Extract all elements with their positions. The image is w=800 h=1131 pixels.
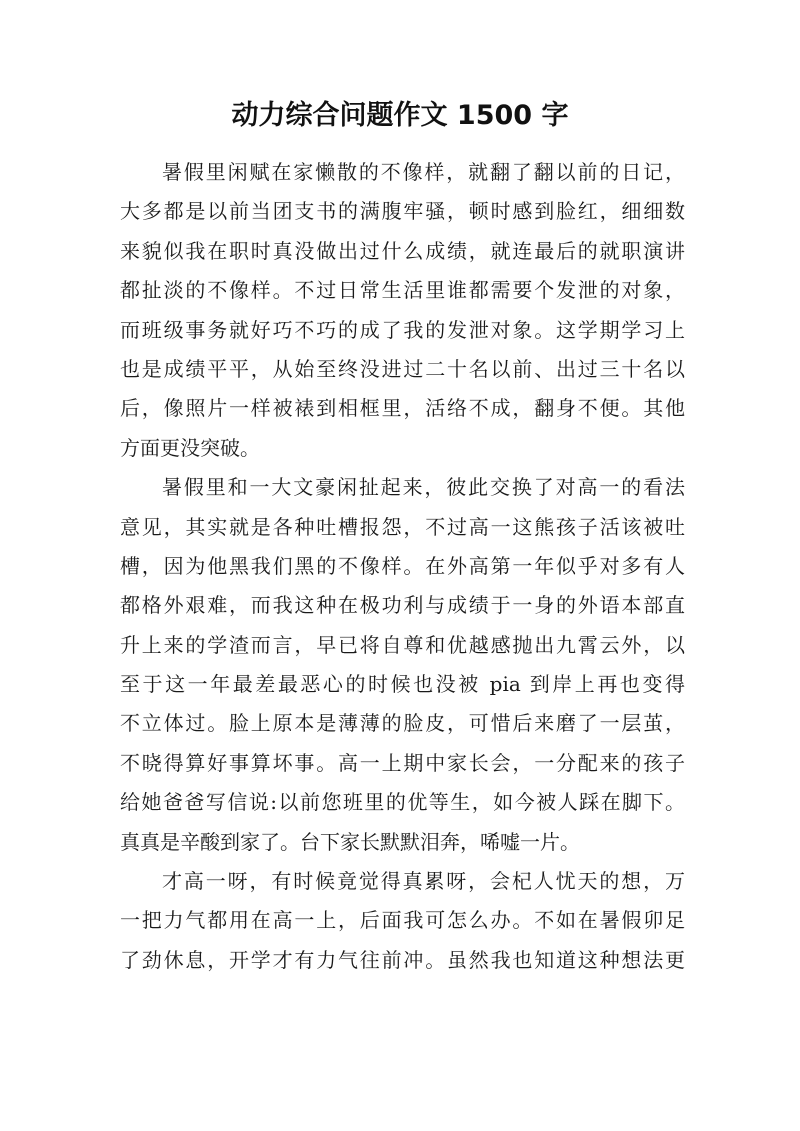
paragraph-1 <box>120 153 685 468</box>
paragraph-line: 意见，其实就是各种吐槽报怨，不过高一这熊孩子活该被吐 <box>120 514 685 539</box>
paragraph-3 <box>120 862 685 980</box>
paragraph-line: 暑假里和一大文豪闲扯起来，彼此交换了对高一的看法 <box>162 475 685 500</box>
paragraph-line: 才高一呀，有时候竟觉得真累呀，会杞人忧天的想，万 <box>162 869 685 894</box>
paragraph-line: 不晓得算好事算坏事。高一上期中家长会，一分配来的孩子 <box>120 750 685 775</box>
document-body <box>120 153 685 980</box>
paragraph-line: 了劲休息，开学才有力气往前冲。虽然我也知道这种想法更 <box>120 947 685 972</box>
paragraph-line: 都格外艰难，而我这种在极功利与成绩于一身的外语本部直 <box>120 593 685 618</box>
paragraph-line: 给她爸爸写信说:以前您班里的优等生，如今被人踩在脚下。 <box>120 790 685 815</box>
paragraph-line: 不立体过。脸上原本是薄薄的脸皮，可惜后来磨了一层茧， <box>120 711 685 736</box>
paragraph-line: 真真是辛酸到家了。台下家长默默泪奔，唏嘘一片。 <box>120 829 580 854</box>
paragraph-line: 也是成绩平平，从始至终没进过二十名以前、出过三十名以 <box>120 356 685 381</box>
paragraph-line: 暑假里闲赋在家懒散的不像样，就翻了翻以前的日记， <box>162 160 685 184</box>
paragraph-line: 而班级事务就好巧不巧的成了我的发泄对象。这学期学习上 <box>120 317 685 342</box>
paragraph-line: 大多都是以前当团支书的满腹牢骚，顿时感到脸红，细细数 <box>120 199 685 224</box>
paragraph-line: 一把力气都用在高一上，后面我可怎么办。不如在暑假卯足 <box>120 908 685 933</box>
paragraph-line: 都扯淡的不像样。不过日常生活里谁都需要个发泄的对象， <box>120 278 685 303</box>
paragraph-line: 来貌似我在职时真没做出过什么成绩，就连最后的就职演讲 <box>120 238 685 263</box>
document-title: 动力综合问题作文 1500 字 <box>231 100 569 131</box>
paragraph-line: 升上来的学渣而言，早已将自尊和优越感抛出九霄云外，以 <box>120 632 685 657</box>
paragraph-line: 后，像照片一样被裱到相框里，活络不成，翻身不便。其他 <box>120 396 685 421</box>
paragraph-2 <box>120 468 685 862</box>
paragraph-line: 方面更没突破。 <box>120 435 260 460</box>
paragraph-line: 至于这一年最差最恶心的时候也没被 pia 到岸上再也变得 <box>120 672 685 697</box>
paragraph-line: 槽，因为他黑我们黑的不像样。在外高第一年似乎对多有人 <box>120 553 685 578</box>
